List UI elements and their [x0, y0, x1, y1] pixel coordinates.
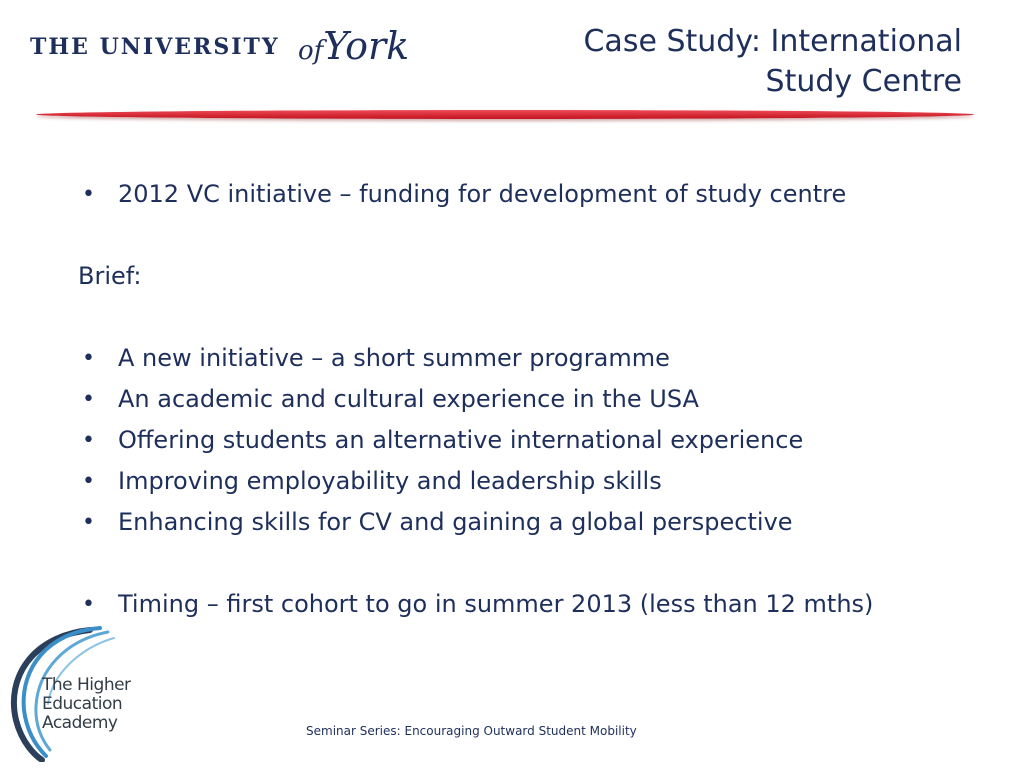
brief-heading-text: Brief: — [78, 262, 142, 290]
york-logo-script — [298, 24, 409, 68]
list-item — [78, 338, 998, 379]
spacer — [78, 215, 998, 256]
bullet-icon: • — [82, 510, 95, 535]
list-item — [78, 584, 998, 625]
slide-title — [522, 22, 962, 102]
list-item — [78, 502, 998, 543]
timing-bullet-text: Timing – first cohort to go in summer 2013 (less than 12 mths) — [118, 590, 874, 618]
hea-logo-line-1: The Higher — [42, 675, 131, 695]
bullet-icon: • — [82, 346, 95, 371]
brief-bullet-text: Improving employability and leadership skills — [118, 467, 662, 495]
brief-bullet-text: A new initiative – a short summer programme — [118, 344, 670, 372]
york-logo-york: York — [323, 24, 410, 68]
york-logo-of: of — [298, 36, 324, 66]
hea-logo-text — [42, 676, 131, 733]
list-item — [78, 174, 998, 215]
bullet-icon: • — [82, 469, 95, 494]
bullet-icon: • — [82, 387, 95, 412]
spacer — [78, 543, 998, 584]
spacer — [78, 297, 998, 338]
hea-logo-line-2: Education — [42, 694, 123, 714]
bullet-icon: • — [82, 592, 95, 617]
list-item — [78, 461, 998, 502]
university-of-york-logo — [30, 26, 420, 82]
brief-heading — [78, 256, 998, 297]
york-logo-wordmark — [30, 34, 280, 60]
brief-bullet-text: Enhancing skills for CV and gaining a global perspective — [118, 508, 793, 536]
york-logo-university: UNIVERSITY — [99, 34, 280, 60]
slide-body — [78, 174, 998, 625]
bullet-icon: • — [82, 428, 95, 453]
intro-bullet-text: 2012 VC initiative – funding for development of study centre — [118, 180, 847, 208]
hea-logo-line-3: Academy — [42, 713, 118, 733]
bullet-icon: • — [82, 182, 95, 207]
header-divider-bar — [36, 110, 974, 119]
slide-title-line-2: Study Centre — [765, 64, 962, 99]
list-item — [78, 420, 998, 461]
slide-title-line-1: Case Study: International — [583, 24, 962, 59]
brief-bullet-text: Offering students an alternative international experience — [118, 426, 804, 454]
brief-bullet-text: An academic and cultural experience in the USA — [118, 385, 699, 413]
york-logo-the: THE — [30, 34, 90, 60]
footer-text: Seminar Series: Encouraging Outward Student Mobility — [306, 724, 637, 738]
list-item — [78, 379, 998, 420]
